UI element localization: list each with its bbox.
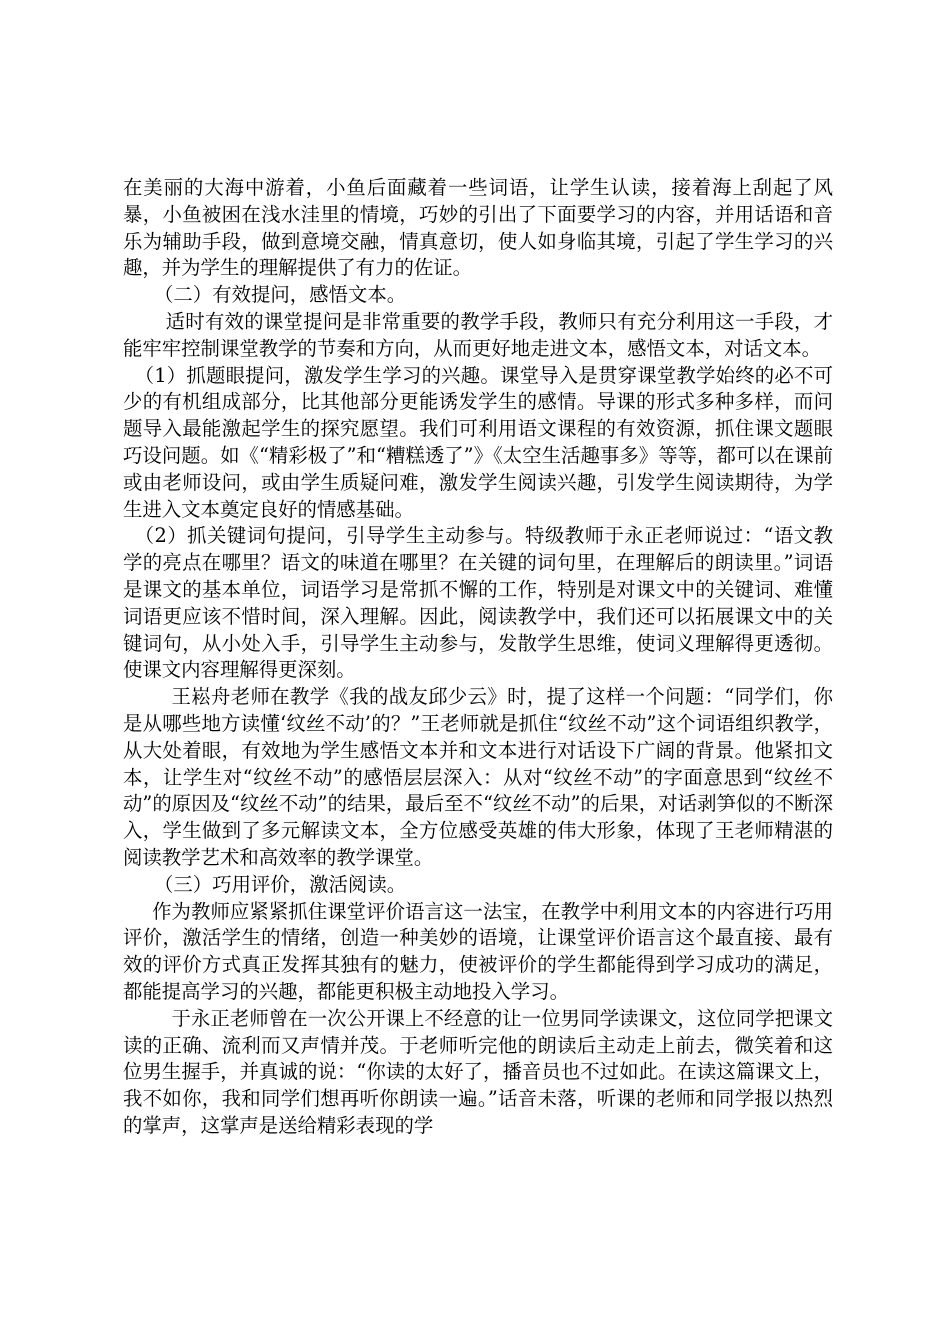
paragraph-point-1: （1）抓题眼提问，激发学生学习的兴趣。课堂导入是贯穿课堂教学始终的必不可少的有机组成部分，比其他部分更能诱发学生的感情。导课的形式多种多样，而问题导入最能激起学生的探究愿望。我们可利用语文课程的有效资源，抓住课文题眼巧设问题。如《“精彩极了”和“糟糕透了”》《太空生活趣事多》等等，都可以在课前或由老师设问，或由学生质疑问难，激发学生阅读兴趣，引发学生阅读期待，为学生进入文本奠定良好的情感基础。 bbox=[123, 363, 833, 521]
paragraph-evaluation: 作为教师应紧紧抓住课堂评价语言这一法宝，在教学中利用文本的内容进行巧用评价，激活学生的情绪，创造一种美妙的语境，让课堂评价语言这个最直接、最有效的评价方式真正发挥其独有的魅力，使被评价的学生都能得到学习成功的满足，都能提高学习的兴趣，都能更积极主动地投入学习。 bbox=[123, 899, 833, 1003]
paragraph-wang-example: 王崧舟老师在教学《我的战友邱少云》时，提了这样一个问题：“同学们，你是从哪些地方读懂‘纹丝不动’的？”王老师就是抓住“纹丝不动”这个词语组织教学，从大处着眼，有效地为学生感悟文本并和文本进行对话设下广阔的背景。他紧扣文本，让学生对“纹丝不动”的感悟层层深入：从对“纹丝不动”的字面意思到“纹丝不动”的原因及“纹丝不动”的结果，最后至不“纹丝不动”的后果，对话剥笋似的不断深入，学生做到了多元解读文本，全方位感受英雄的伟大形象，体现了王老师精湛的阅读教学艺术和高效率的教学课堂。 bbox=[123, 685, 833, 869]
paragraph-point-2: （2）抓关键词句提问，引导学生主动参与。特级教师于永正老师说过：“语文教学的亮点在哪里？语文的味道在哪里？在关键的词句里，在理解后的朗读里。”词语是课文的基本单位，词语学习是常抓不懈的工作，特别是对课文中的关键词、难懂词语更应该不惜时间，深入理解。因此，阅读教学中，我们还可以拓展课文中的关键词句，从小处入手，引导学生主动参与，发散学生思维，使词义理解得更透彻。使课文内容理解得更深刻。 bbox=[123, 524, 833, 682]
section-heading-2: （二）有效提问，感悟文本。 bbox=[154, 283, 407, 307]
paragraph-intro-continuation: 在美丽的大海中游着，小鱼后面藏着一些词语，让学生认读，接着海上刮起了风暴，小鱼被困在浅水洼里的情境，巧妙的引出了下面要学习的内容，并用话语和音乐为辅助手段，做到意境交融，情真意切，使人如身临其境，引起了学生学习的兴趣，并为学生的理解提供了有力的佐证。 bbox=[123, 176, 833, 280]
paragraph-effective-questioning: 适时有效的课堂提问是非常重要的教学手段，教师只有充分利用这一手段，才能牢牢控制课堂教学的节奏和方向，从而更好地走进文本，感悟文本，对话文本。 bbox=[123, 309, 833, 360]
paragraph-yu-example: 于永正老师曾在一次公开课上不经意的让一位男同学读课文，这位同学把课文读的正确、流利而又声情并茂。于老师听完他的朗读后主动走上前去，微笑着和这位男生握手，并真诚的说：“你读的太好了，播音员也不过如此。在读这篇课文上，我不如你，我和同学们想再听你朗读一遍。”话音未落，听课的老师和同学报以热烈的掌声，这掌声是送给精彩表现的学 bbox=[123, 1006, 833, 1137]
section-heading-3: （三）巧用评价，激活阅读。 bbox=[154, 872, 407, 896]
document-page bbox=[123, 175, 833, 1140]
